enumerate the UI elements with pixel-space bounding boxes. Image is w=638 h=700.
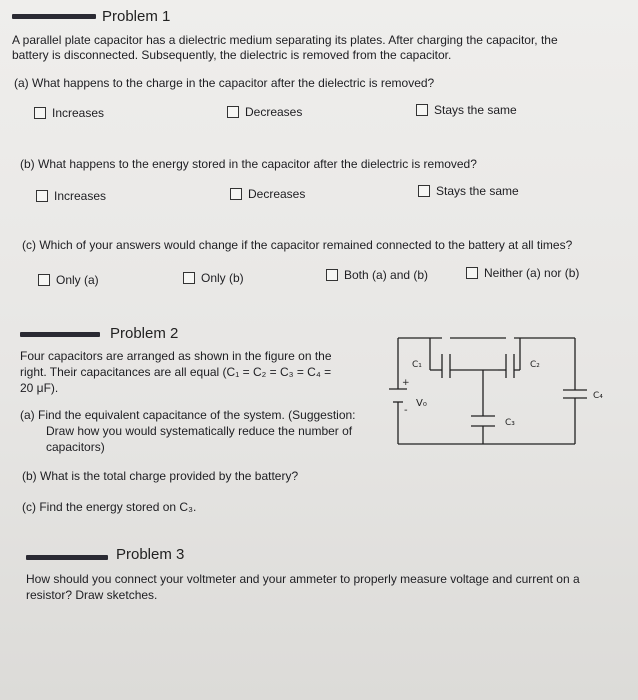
- problem2-title: Problem 2: [110, 325, 179, 342]
- option-label: Increases: [54, 189, 107, 203]
- label-c1: C₁: [412, 360, 422, 370]
- label-c2: C₂: [530, 360, 540, 370]
- question-2a-line2: Draw how you would systematically reduce the number of: [46, 424, 353, 438]
- problem3-line2: resistor? Draw sketches.: [26, 588, 158, 602]
- problem3-title: Problem 3: [116, 546, 185, 563]
- problem1-intro-line2: battery is disconnected. Subsequently, the dielectric is removed from the capacitor.: [12, 48, 452, 62]
- problem1-intro-line1: A parallel plate capacitor has a dielectric medium separating its plates. After charging the capacitor, the: [12, 33, 558, 47]
- option-label: Decreases: [248, 187, 306, 201]
- label-battery: V₀: [416, 398, 427, 409]
- question-2b: (b) What is the total charge provided by the battery?: [22, 469, 299, 483]
- option-label: Stays the same: [436, 184, 519, 198]
- option-label: Stays the same: [434, 103, 517, 117]
- option-label: Decreases: [245, 105, 303, 119]
- question-2c: (c) Find the energy stored on C₃.: [22, 500, 197, 514]
- question-1b: (b) What happens to the energy stored in the capacitor after the dielectric is removed?: [20, 157, 477, 171]
- option-label: Neither (a) nor (b): [484, 266, 580, 280]
- label-plus: +: [402, 378, 410, 388]
- label-c3: C₃: [505, 418, 515, 428]
- option-label: Only (b): [201, 271, 244, 285]
- option-label: Both (a) and (b): [344, 268, 429, 282]
- question-2a-line1: (a) Find the equivalent capacitance of the system. (Suggestion:: [20, 408, 356, 422]
- problem3-rule: [26, 555, 108, 560]
- question-2a-line3: capacitors): [46, 440, 105, 454]
- option-label: Only (a): [56, 273, 99, 287]
- label-c4: C₄: [593, 391, 603, 401]
- label-minus: -: [404, 405, 408, 416]
- question-1a: (a) What happens to the charge in the capacitor after the dielectric is removed?: [14, 76, 435, 90]
- problem2-intro-line3: 20 μF).: [20, 381, 59, 395]
- option-label: Increases: [52, 106, 105, 120]
- problem2-intro-line1: Four capacitors are arranged as shown in the figure on the: [20, 349, 332, 363]
- problem1-title: Problem 1: [102, 8, 171, 25]
- problem2-intro-line2: right. Their capacitances are all equal (C₁ = C₂ = C₃ = C₄ =: [20, 365, 332, 379]
- problem3-line1: How should you connect your voltmeter and your ammeter to properly measure voltage and current on a: [26, 572, 580, 586]
- question-1c: (c) Which of your answers would change if the capacitor remained connected to the battery at all times?: [22, 238, 573, 252]
